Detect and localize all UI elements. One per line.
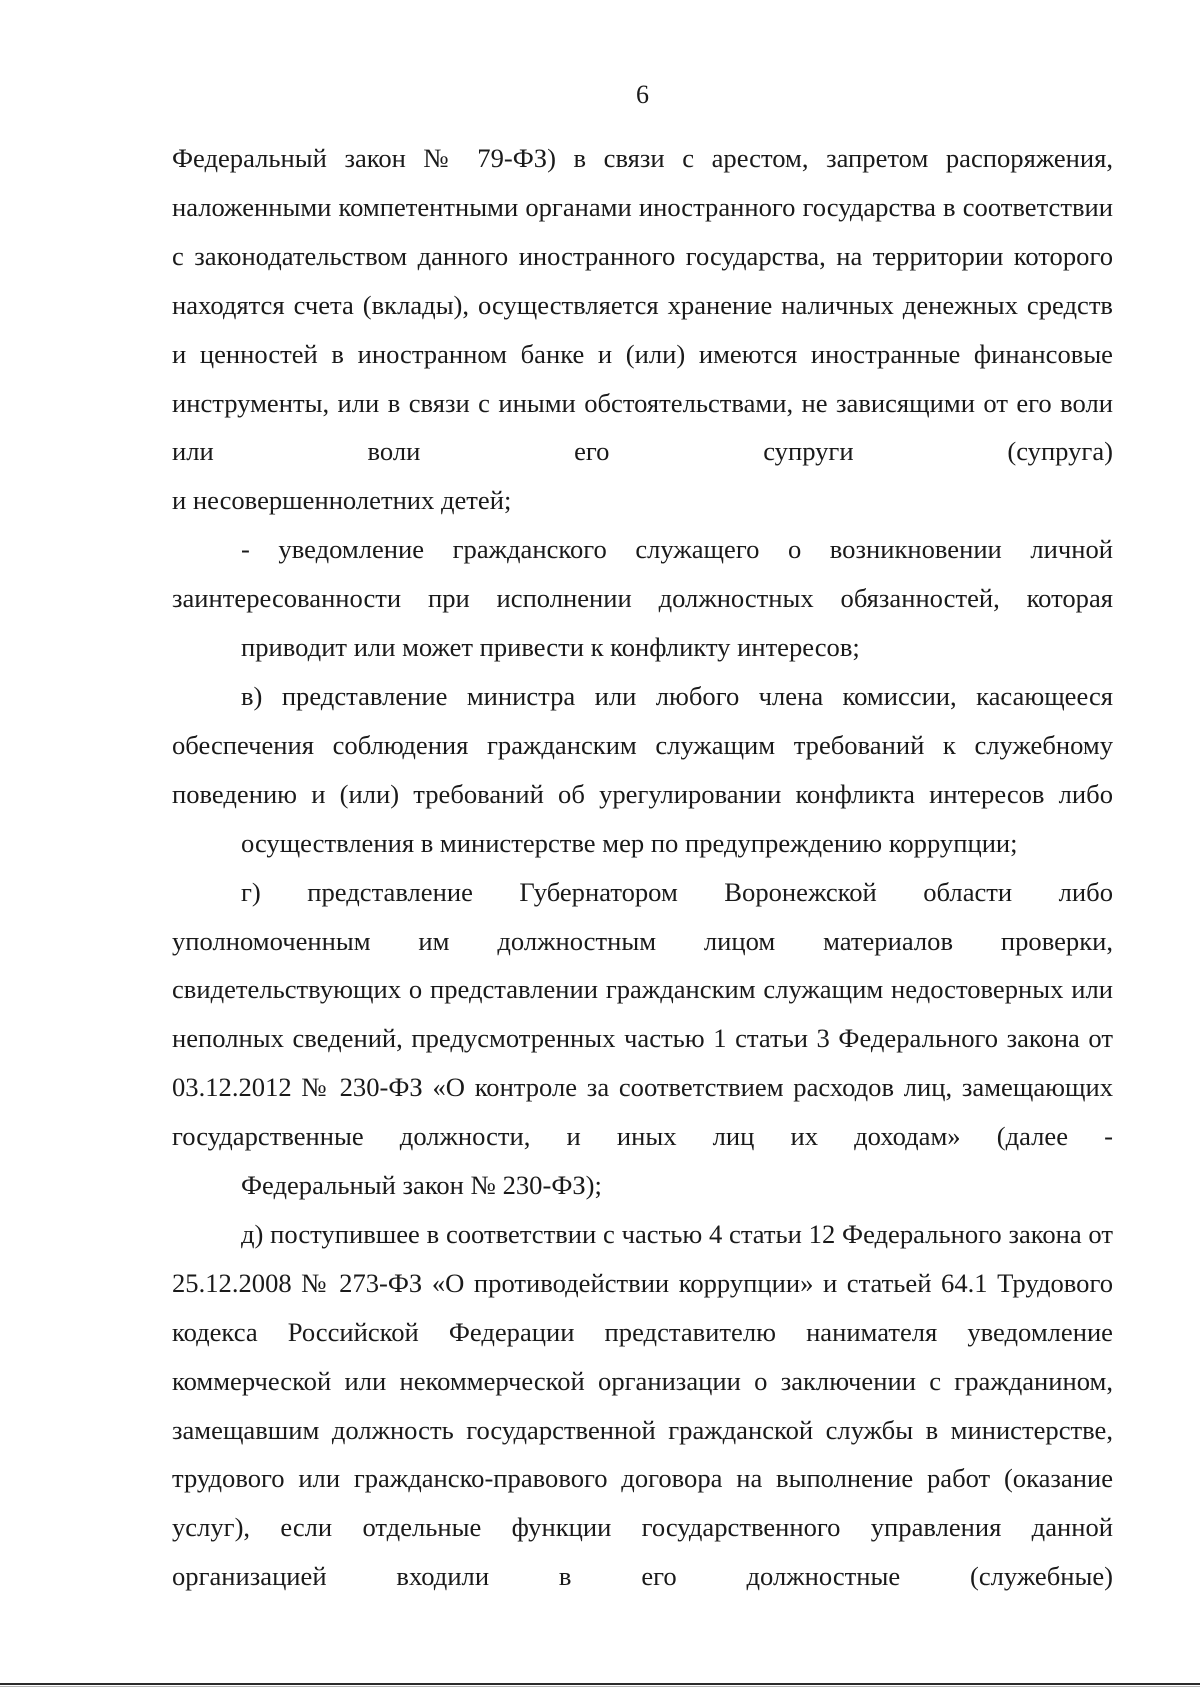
paragraph-item-d: [172, 1210, 1113, 1601]
paragraph-text: в) представление министра или любого члена комиссии, касающееся обеспечения соблюдения гражданским служащим требований к служебному поведению и (или) требований об урегулировании конфликта интересов либо: [172, 680, 1113, 809]
page-number: 6: [636, 80, 649, 109]
page-bottom-edge-shadow: [0, 1686, 1200, 1687]
paragraph-item-g: [172, 868, 1113, 1210]
paragraph-last-line: и несовершеннолетних детей;: [172, 485, 512, 516]
paragraph-text: - уведомление гражданского служащего о возникновении личной заинтересованности при исполнении должностных обязанностей, которая: [172, 534, 1113, 614]
paragraph-last-line: Федеральный закон № 230-ФЗ);: [241, 1170, 602, 1201]
paragraph-text: д) поступившее в соответствии с частью 4 статьи 12 Федерального закона от 25.12.2008 № 273-ФЗ «О противодействии коррупции» и статьей 64.1 Трудового кодекса Российской Федерации представителю нанимателя уведомление коммерческой или некоммерческой организации о заключении с гражданином, замещавшим должность государственной гражданской службы в министерстве, трудового или гражданско-правового договора на выполнение работ (оказание услуг), если отдельные функции государственного управления данной организацией входили в его должностные (служебные): [172, 1218, 1113, 1592]
paragraph-last-line: приводит или может привести к конфликту интересов;: [241, 632, 860, 663]
paragraph-continued: [172, 134, 1113, 525]
paragraph-notice: [172, 525, 1113, 672]
page-bottom-edge: [0, 1683, 1200, 1685]
paragraph-text: г) представление Губернатором Воронежской области либо уполномоченным им должностным лицом материалов проверки, свидетельствующих о представлении гражданским служащим недостоверных или неполных сведений, предусмотренных частью 1 статьи 3 Федерального закона от 03.12.2012 № 230-ФЗ «О контроле за соответствием расходов лиц, замещающих государственные должности, и иных лиц их доходам» (далее -: [172, 876, 1113, 1152]
paragraph-item-v: [172, 672, 1113, 868]
paragraph-text: Федеральный закон № 79-ФЗ) в связи с арестом, запретом распоряжения, наложенными компетентными органами иностранного государства в соответствии с законодательством данного иностранного государства, на территории которого находятся счета (вклады), осуществляется хранение наличных денежных средств и ценностей в иностранном банке и (или) имеются иностранные финансовые инструменты, или в связи с иными обстоятельствами, не зависящими от его воли или воли его супруги (супруга): [172, 143, 1113, 467]
paragraph-last-line: осуществления в министерстве мер по предупреждению коррупции;: [241, 827, 1018, 858]
document-body: [172, 134, 1113, 1601]
